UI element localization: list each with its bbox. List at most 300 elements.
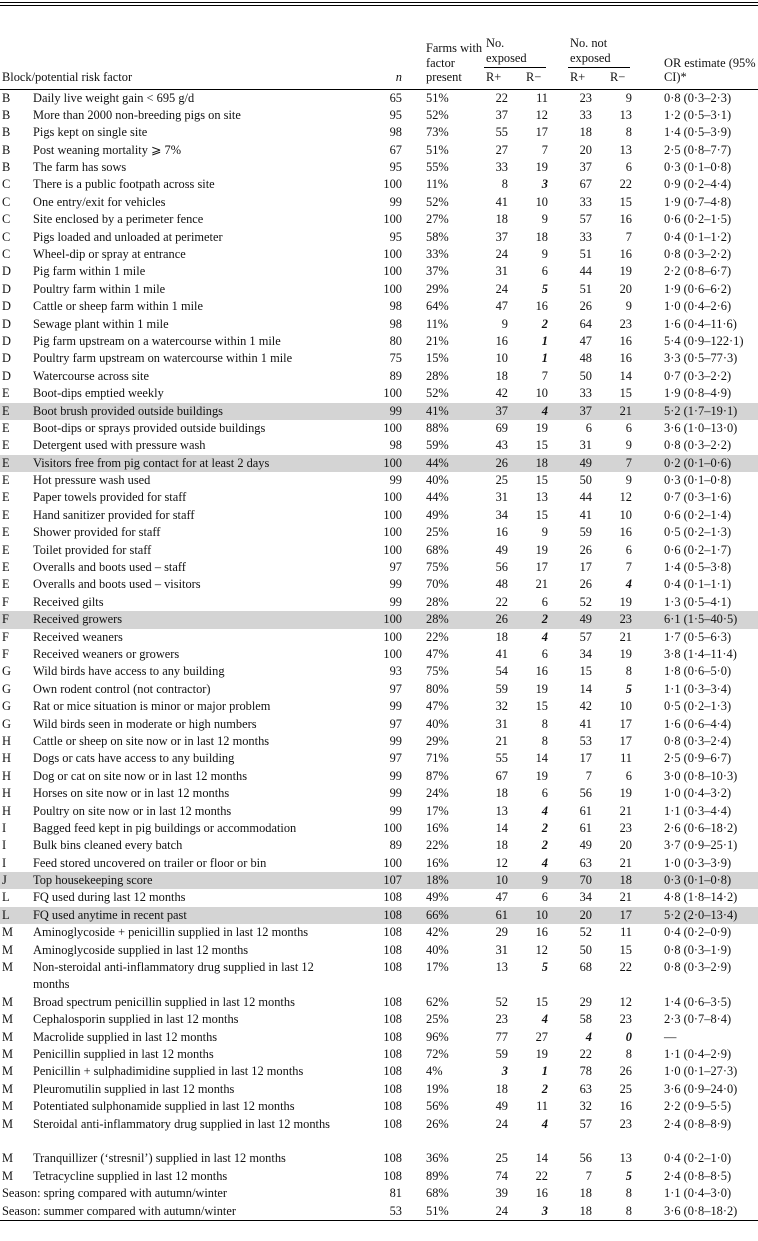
cell-n: 98	[389, 125, 402, 140]
cell-n: 100	[383, 264, 402, 279]
cell-not-exposed-rplus: 29	[579, 994, 592, 1009]
cell-not-exposed-rplus: 59	[579, 525, 592, 540]
cell-not-exposed-rplus: 58	[579, 1012, 592, 1027]
cell-block: E	[2, 577, 10, 592]
cell-present: 64%	[426, 299, 449, 314]
cell-n: 107	[372, 872, 412, 889]
cell-exposed-rminus: 17	[535, 125, 548, 140]
cell-factor: Pig farm upstream on a watercourse within 1 mile	[33, 333, 281, 348]
cell-not-exposed-rminus: 16	[619, 247, 632, 262]
cell-block-factor	[0, 698, 372, 715]
cell-factor: Macrolide supplied in last 12 months	[33, 1029, 218, 1044]
cell-n: 100	[383, 212, 402, 227]
cell-exposed-rminus: 6	[541, 647, 548, 661]
cell-factor: Rat or mice situation is minor or major problem	[33, 699, 271, 714]
cell-not-exposed-rplus: 49	[579, 838, 592, 853]
cell-not-exposed-rplus: 51	[579, 281, 592, 296]
cell-exposed-rminus: 11	[536, 1099, 548, 1114]
cell-exposed-rminus: 16	[535, 299, 548, 314]
cell-factor: FQ used during last 12 months	[33, 890, 186, 905]
cell-or: 1·3 (0·5–4·1)	[664, 594, 732, 609]
cell-not-exposed-rplus: 48	[579, 351, 592, 366]
cell-present: 51%	[426, 142, 449, 157]
cell-not-exposed-rminus: 9	[625, 90, 632, 105]
cell-not-exposed-rplus: 6	[585, 420, 592, 435]
cell-exposed-rminus: 11	[536, 90, 548, 105]
cell-block-factor	[0, 472, 372, 489]
cell-block: F	[2, 594, 9, 609]
cell-block: I	[2, 855, 7, 870]
cell-not-exposed-rminus: 9	[625, 438, 632, 453]
cell-n: 89	[389, 838, 402, 853]
cell-or: 0·8 (0·3–2·3)	[664, 90, 732, 105]
header-not-exposed-rminus: R−	[610, 70, 626, 84]
cell-or: 1·0 (0·3–3·9)	[664, 855, 732, 870]
cell-present: 96%	[426, 1029, 449, 1044]
cell-block: F	[2, 612, 9, 627]
cell-factor: Potentiated sulphonamide supplied in last 12 months	[33, 1099, 295, 1114]
cell-block-factor	[0, 889, 372, 906]
cell-n: 97	[389, 716, 402, 731]
table-row	[0, 420, 758, 437]
cell-present: 17%	[426, 960, 449, 975]
cell-not-exposed-rminus: 8	[625, 664, 632, 679]
cell-factor: Broad spectrum penicillin supplied in last 12 months	[33, 994, 295, 1009]
cell-or: 3·6 (0·8–18·2)	[652, 1203, 758, 1221]
cell-present: 26%	[426, 1116, 449, 1131]
cell-exposed-rplus: 24	[495, 281, 508, 296]
cell-present: 40%	[426, 942, 449, 957]
cell-block-factor	[0, 263, 372, 280]
cell-not-exposed-rplus: 57	[579, 212, 592, 227]
cell-present: 73%	[426, 125, 449, 140]
cell-n: 108	[383, 1012, 402, 1027]
cell-exposed-rminus: 2	[541, 316, 548, 331]
cell-n: 108	[383, 1116, 402, 1131]
cell-not-exposed-rminus: 21	[610, 403, 652, 420]
table-row	[0, 1150, 758, 1167]
cell-n: 98	[389, 438, 402, 453]
cell-block: M	[2, 1064, 14, 1079]
cell-present: 42%	[426, 925, 449, 940]
cell-n: 99	[389, 803, 402, 818]
cell-block: D	[2, 316, 11, 331]
cell-block-factor	[0, 455, 372, 472]
cell-present: 28%	[426, 594, 449, 609]
cell-block-factor	[0, 194, 372, 211]
cell-or: 0·4 (0·1–1·1)	[664, 577, 732, 592]
cell-block: C	[2, 177, 11, 192]
cell-not-exposed-rplus: 17	[579, 751, 592, 766]
cell-not-exposed-rminus: 8	[625, 1047, 632, 1061]
cell-block: I	[2, 838, 7, 853]
cell-not-exposed-rplus: 44	[579, 490, 592, 505]
cell-or: 1·4 (0·6–3·5)	[664, 994, 732, 1009]
cell-exposed-rminus: 4	[526, 403, 568, 420]
cell-present: 36%	[426, 1151, 449, 1166]
cell-not-exposed-rplus: 50	[579, 368, 592, 383]
cell-exposed-rminus: 16	[535, 664, 548, 679]
cell-block-factor	[0, 316, 372, 333]
table-row	[0, 176, 758, 193]
cell-present: 47%	[426, 699, 449, 714]
cell-block: E	[2, 525, 10, 540]
cell-or: 0·2 (0·1–0·6)	[652, 455, 758, 472]
header-n: n	[372, 11, 412, 89]
cell-not-exposed-rplus: 56	[579, 1151, 592, 1166]
cell-exposed-rminus: 10	[526, 907, 568, 924]
cell-or: 0·4 (0·2–1·0)	[664, 1151, 732, 1166]
cell-block: C	[2, 229, 11, 244]
cell-not-exposed-rplus: 18	[568, 1203, 610, 1221]
cell-exposed-rplus: 56	[495, 560, 508, 575]
cell-or: 1·9 (0·7–4·8)	[664, 194, 732, 209]
cell-present: 41%	[412, 403, 484, 420]
cell-not-exposed-rminus: 19	[619, 786, 632, 801]
cell-present: 59%	[426, 438, 449, 453]
cell-or: 0·4 (0·2–0·9)	[664, 925, 732, 940]
cell-present: 51%	[426, 90, 449, 105]
cell-or: 1·0 (0·4–3·2)	[664, 786, 732, 801]
cell-block: D	[2, 368, 11, 383]
cell-not-exposed-rminus: 21	[619, 890, 632, 905]
cell-present: 16%	[426, 855, 449, 870]
cell-block-factor	[0, 768, 372, 785]
cell-exposed-rplus: 24	[495, 247, 508, 262]
cell-n: 108	[383, 1047, 402, 1061]
cell-or: 0·5 (0·2–1·3)	[664, 699, 732, 714]
cell-exposed-rplus: 22	[495, 90, 508, 105]
cell-factor: Tetracycline supplied in last 12 months	[33, 1168, 228, 1183]
cell-not-exposed-rplus: 53	[579, 733, 592, 748]
cell-not-exposed-rplus: 17	[579, 560, 592, 575]
cell-exposed-rplus: 16	[495, 333, 508, 348]
cell-n: 100	[383, 525, 402, 540]
cell-exposed-rminus: 5	[541, 960, 548, 975]
cell-not-exposed-rminus: 12	[619, 994, 632, 1009]
cell-not-exposed-rplus: 64	[579, 316, 592, 331]
header-factor: Block/potential risk factor	[0, 11, 372, 89]
cell-or: 3·6 (1·0–13·0)	[664, 420, 738, 435]
cell-not-exposed-rminus: 4	[625, 577, 632, 592]
cell-not-exposed-rminus: 16	[619, 525, 632, 540]
cell-present: 40%	[426, 473, 449, 488]
cell-not-exposed-rminus: 9	[625, 473, 632, 488]
cell-exposed-rminus: 4	[541, 1116, 548, 1131]
cell-exposed-rminus: 6	[541, 786, 548, 801]
cell-or: 2·3 (0·7–8·4)	[664, 1012, 732, 1027]
cell-present: 52%	[426, 194, 449, 209]
cell-n: 65	[389, 90, 402, 105]
cell-not-exposed-rplus: 33	[579, 107, 592, 122]
cell-exposed-rplus: 31	[495, 264, 508, 279]
cell-exposed-rplus: 34	[495, 507, 508, 522]
cell-or: 1·6 (0·4–11·6)	[664, 316, 737, 331]
cell-factor: Poultry farm upstream on watercourse within 1 mile	[33, 351, 293, 366]
cell-exposed-rplus: 33	[495, 160, 508, 175]
cell-not-exposed-rplus: 33	[579, 194, 592, 209]
cell-or: 1·1 (0·3–3·4)	[664, 681, 732, 696]
cell-exposed-rminus: 4	[541, 629, 548, 644]
cell-exposed-rminus: 19	[535, 542, 548, 557]
cell-present: 27%	[426, 212, 449, 227]
cell-exposed-rplus: 8	[501, 177, 508, 192]
cell-exposed-rminus: 4	[541, 803, 548, 818]
cell-not-exposed-rminus: 22	[619, 177, 632, 192]
cell-or: 3·7 (0·9–25·1)	[664, 838, 738, 853]
cell-block: E	[2, 473, 10, 488]
cell-not-exposed-rminus: 13	[619, 107, 632, 122]
cell-not-exposed-rminus: 17	[610, 907, 652, 924]
cell-not-exposed-rminus: 6	[625, 542, 632, 557]
cell-exposed-rplus: 3	[501, 1064, 508, 1079]
table-row	[0, 1011, 758, 1028]
header-exposed-group	[484, 11, 568, 89]
cell-or: 0·9 (0·2–4·4)	[664, 177, 732, 192]
cell-present: 71%	[426, 751, 449, 766]
cell-block-factor	[0, 542, 372, 559]
cell-present: 11%	[426, 316, 449, 331]
header-exposed-rminus: R−	[526, 70, 542, 84]
cell-block-factor	[0, 403, 372, 420]
cell-or: —	[664, 1029, 677, 1044]
cell-n: 67	[389, 142, 402, 157]
cell-block-factor	[0, 994, 372, 1011]
cell-exposed-rminus: 10	[535, 386, 548, 401]
cell-exposed-rminus: 6	[541, 264, 548, 279]
cell-factor: Dog or cat on site now or in last 12 months	[33, 768, 248, 783]
cell-present: 68%	[426, 542, 449, 557]
table-row	[0, 1029, 758, 1046]
cell-or: 5·2 (1·7–19·1)	[652, 403, 758, 420]
cell-exposed-rminus: 27	[535, 1029, 548, 1044]
table-row	[0, 942, 758, 959]
cell-factor: Dogs or cats have access to any building	[33, 751, 235, 766]
cell-exposed-rplus: 74	[495, 1168, 508, 1183]
cell-exposed-rminus: 9	[541, 212, 548, 227]
cell-not-exposed-rminus: 23	[619, 316, 632, 331]
cell-exposed-rminus: 7	[541, 368, 548, 383]
cell-not-exposed-rplus: 20	[568, 907, 610, 924]
cell-factor: Paper towels provided for staff	[33, 490, 187, 505]
cell-block-factor	[0, 489, 372, 506]
cell-exposed-rplus: 10	[495, 351, 508, 366]
cell-or: 0·6 (0·2–1·4)	[664, 507, 732, 522]
cell-not-exposed-rminus: 8	[625, 125, 632, 140]
cell-not-exposed-rplus: 41	[579, 507, 592, 522]
cell-exposed-rplus: 12	[495, 855, 508, 870]
table-row	[0, 820, 758, 837]
cell-n: 100	[383, 281, 402, 296]
cell-n: 108	[372, 907, 412, 924]
cell-or: 0·6 (0·2–1·5)	[664, 212, 732, 227]
cell-n: 53	[372, 1203, 412, 1221]
cell-block: C	[2, 212, 11, 227]
cell-not-exposed-rplus: 50	[579, 473, 592, 488]
cell-n: 99	[372, 403, 412, 420]
cell-or: 1·8 (0·6–5·0)	[664, 664, 732, 679]
cell-present: 56%	[426, 1099, 449, 1114]
cell-present: 89%	[426, 1168, 449, 1183]
cell-exposed-rplus: 41	[495, 647, 508, 661]
cell-not-exposed-rplus: 22	[579, 1047, 592, 1061]
table-row	[0, 455, 758, 472]
cell-n: 80	[389, 333, 402, 348]
cell-exposed-rplus: 42	[495, 386, 508, 401]
cell-or: 0·3 (0·1–0·8)	[664, 160, 732, 175]
cell-block-factor	[0, 1116, 372, 1151]
cell-exposed-rplus: 37	[484, 403, 526, 420]
cell-n: 95	[389, 229, 402, 244]
cell-factor: Horses on site now or in last 12 months	[33, 786, 230, 801]
cell-present: 19%	[426, 1081, 449, 1096]
cell-not-exposed-rminus: 22	[619, 960, 632, 975]
cell-exposed-rminus: 19	[535, 768, 548, 783]
table-row	[0, 489, 758, 506]
cell-exposed-rplus: 13	[495, 960, 508, 975]
cell-exposed-rminus: 2	[541, 838, 548, 853]
cell-present: 17%	[426, 803, 449, 818]
cell-factor: Bulk bins cleaned every batch	[33, 838, 183, 853]
table-row	[0, 855, 758, 872]
cell-exposed-rplus: 25	[495, 1151, 508, 1166]
cell-not-exposed-rminus: 8	[625, 1186, 632, 1201]
cell-not-exposed-rplus: 61	[579, 803, 592, 818]
table-row	[0, 768, 758, 785]
cell-exposed-rplus: 18	[495, 786, 508, 801]
cell-not-exposed-rminus: 20	[619, 838, 632, 853]
cell-not-exposed-rminus: 16	[619, 1099, 632, 1114]
cell-exposed-rminus: 19	[535, 681, 548, 696]
cell-block: M	[2, 1116, 14, 1131]
cell-exposed-rminus: 6	[541, 890, 548, 905]
cell-factor: Daily live weight gain < 695 g/d	[33, 90, 195, 105]
table-row	[0, 333, 758, 350]
cell-exposed-rminus: 3	[541, 177, 548, 192]
table-row	[0, 1185, 758, 1202]
cell-exposed-rplus: 31	[495, 942, 508, 957]
cell-not-exposed-rplus: 26	[579, 542, 592, 557]
cell-factor: Tranquillizer (‘stresnil’) supplied in last 12 months	[33, 1151, 286, 1166]
cell-block-factor	[0, 803, 372, 820]
cell-not-exposed-rplus: 57	[579, 1116, 592, 1131]
cell-present: 58%	[426, 229, 449, 244]
cell-or: 0·7 (0·3–2·2)	[664, 368, 732, 383]
cell-exposed-rplus: 22	[495, 594, 508, 609]
cell-not-exposed-rplus: 15	[579, 664, 592, 679]
cell-or: 0·5 (0·2–1·3)	[664, 525, 732, 540]
cell-factor: Cattle or sheep farm within 1 mile	[33, 299, 203, 314]
cell-block: D	[2, 351, 11, 366]
cell-not-exposed-rplus: 44	[579, 264, 592, 279]
cell-exposed-rminus: 16	[535, 925, 548, 940]
cell-factor: Penicillin + sulphadimidine supplied in last 12 months	[33, 1064, 304, 1079]
cell-or: 2·4 (0·8–8·9)	[664, 1116, 732, 1131]
top-double-rule-1	[0, 2, 758, 3]
cell-not-exposed-rminus: 25	[619, 1081, 632, 1096]
cell-not-exposed-rminus: 23	[619, 1012, 632, 1027]
table-row	[0, 733, 758, 750]
cell-exposed-rminus: 18	[535, 229, 548, 244]
cell-not-exposed-rplus: 49	[568, 611, 610, 628]
cell-exposed-rminus: 15	[535, 994, 548, 1009]
cell-block: D	[2, 333, 11, 348]
cell-not-exposed-rminus: 0	[625, 1029, 632, 1044]
cell-block-factor	[0, 211, 372, 228]
cell-not-exposed-rminus: 5	[625, 1168, 632, 1183]
cell-exposed-rminus: 18	[526, 455, 568, 472]
cell-or: 1·9 (0·8–4·9)	[664, 386, 732, 401]
cell-block: M	[2, 1151, 14, 1166]
cell-factor: Pig farm within 1 mile	[33, 264, 146, 279]
cell-exposed-rminus: 12	[535, 942, 548, 957]
cell-n: 100	[383, 420, 402, 435]
cell-not-exposed-rplus: 50	[579, 942, 592, 957]
top-double-rule-2	[0, 5, 758, 6]
cell-n: 93	[389, 664, 402, 679]
header-not-exposed-rplus: R+	[570, 70, 586, 84]
cell-present: 66%	[412, 907, 484, 924]
cell-factor: Received weaners	[33, 629, 123, 644]
cell-factor: Non-steroidal anti-inflammatory drug supplied in last 12 months	[33, 960, 314, 992]
cell-not-exposed-rminus: 19	[619, 264, 632, 279]
table-row	[0, 629, 758, 646]
cell-block: B	[2, 160, 11, 175]
table-row	[0, 159, 758, 176]
cell-factor: Hand sanitizer provided for staff	[33, 507, 195, 522]
cell-exposed-rplus: 31	[495, 490, 508, 505]
cell-block-factor	[0, 907, 372, 924]
cell-not-exposed-rminus: 10	[619, 507, 632, 522]
cell-factor: Boot-dips or sprays provided outside buildings	[33, 420, 266, 435]
table-row	[0, 142, 758, 159]
cell-block-factor	[0, 350, 372, 367]
cell-exposed-rplus: 23	[495, 1012, 508, 1027]
cell-not-exposed-rplus: 67	[579, 177, 592, 192]
cell-not-exposed-rminus: 13	[619, 1151, 632, 1166]
cell-block: M	[2, 942, 14, 957]
cell-exposed-rplus: 47	[495, 890, 508, 905]
cell-n: 99	[389, 768, 402, 783]
cell-not-exposed-rplus: 7	[585, 768, 592, 783]
cell-exposed-rplus: 41	[495, 194, 508, 209]
table-row	[0, 716, 758, 733]
cell-exposed-rplus: 26	[484, 611, 526, 628]
cell-factor: Aminoglycoside + penicillin supplied in last 12 months	[33, 925, 309, 940]
cell-present: 18%	[412, 872, 484, 889]
cell-or: 1·1 (0·4–2·9)	[664, 1047, 732, 1061]
cell-not-exposed-rplus: 34	[579, 890, 592, 905]
cell-exposed-rplus: 18	[495, 212, 508, 227]
cell-not-exposed-rminus: 19	[619, 647, 632, 661]
cell-exposed-rplus: 61	[484, 907, 526, 924]
cell-not-exposed-rminus: 5	[625, 681, 632, 696]
cell-not-exposed-rminus: 12	[619, 490, 632, 505]
cell-or: 1·1 (0·3–4·4)	[664, 803, 732, 818]
cell-block: E	[2, 403, 10, 418]
cell-block: J	[2, 873, 7, 888]
cell-not-exposed-rminus: 7	[625, 229, 632, 244]
cell-exposed-rplus: 21	[495, 733, 508, 748]
cell-not-exposed-rplus: 26	[579, 577, 592, 592]
table-row	[0, 246, 758, 263]
cell-block-factor	[0, 385, 372, 402]
cell-exposed-rminus: 19	[535, 1047, 548, 1061]
cell-block: M	[2, 925, 14, 940]
cell-factor: More than 2000 non-breeding pigs on site	[33, 107, 241, 122]
cell-not-exposed-rminus: 7	[625, 560, 632, 575]
cell-exposed-rminus: 15	[535, 699, 548, 714]
